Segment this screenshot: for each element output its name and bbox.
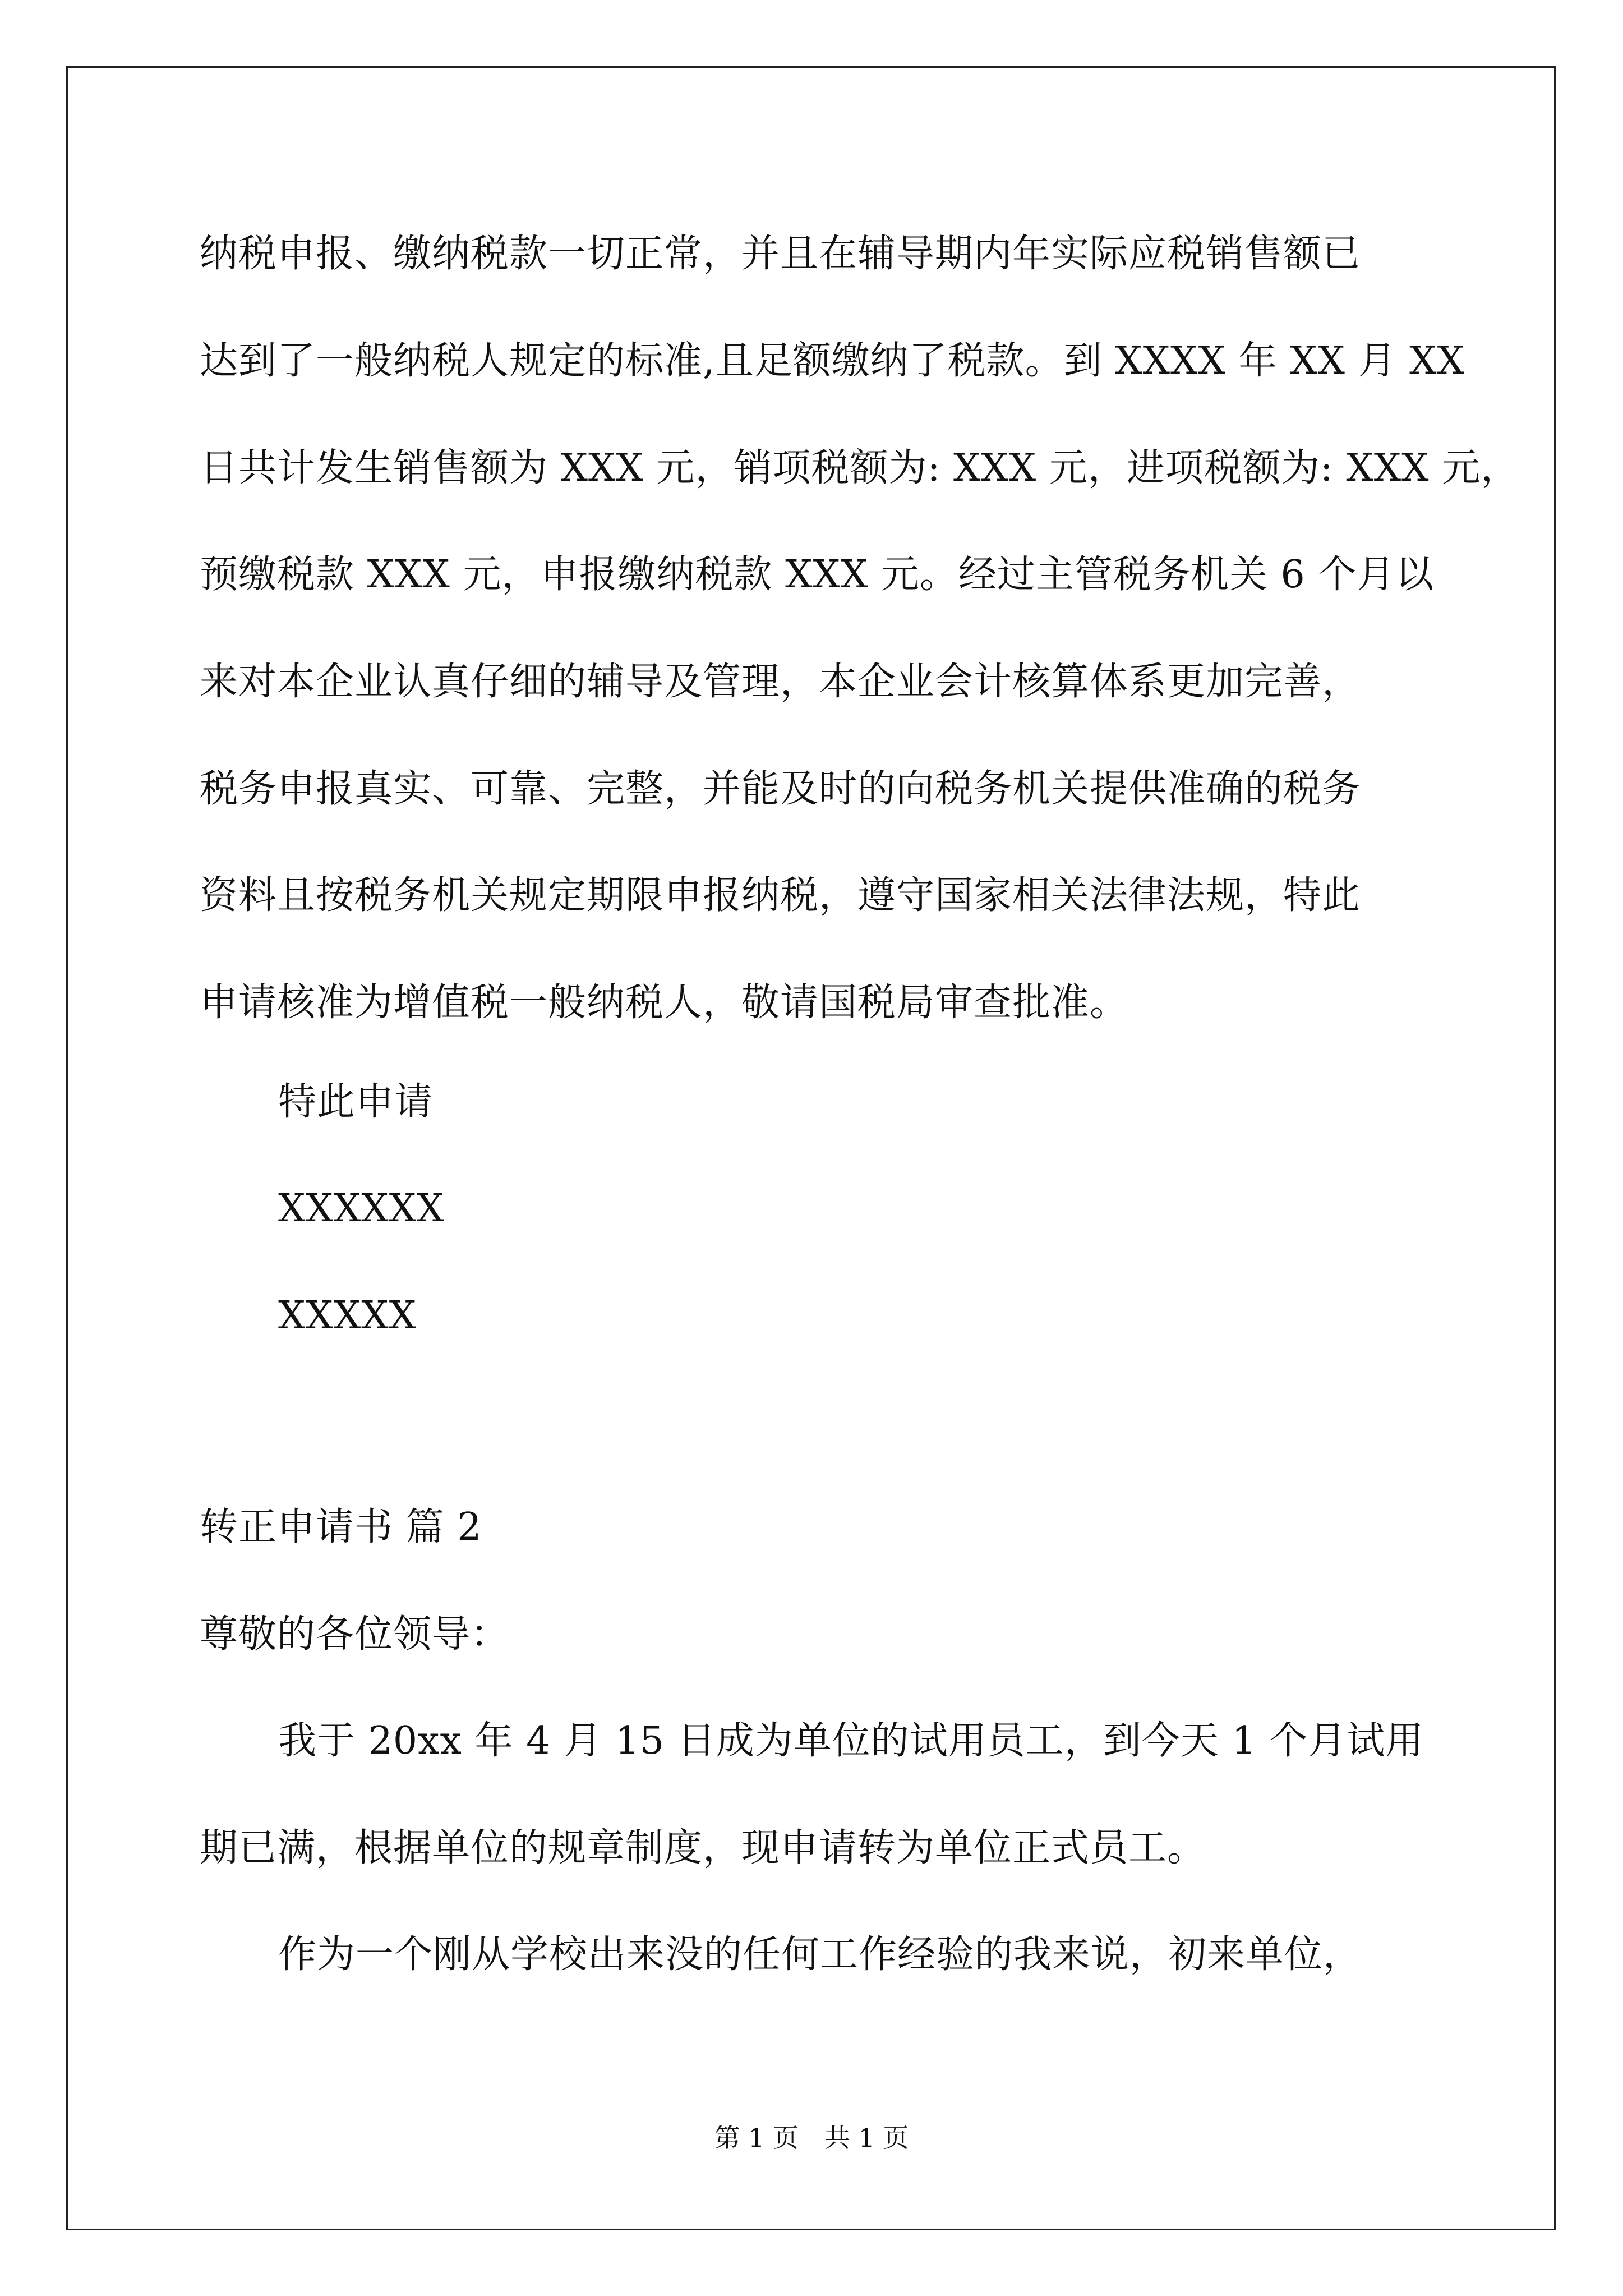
closing-text: 特此申请 [278,1080,434,1124]
page-footer [0,2122,1623,2154]
paragraph-2-line-2: 期已满，根据单位的规章制度，现申请转为单位正式员工。 [200,1826,1206,1870]
paragraph-1-line-3: 日共计发生销售额为 XXX 元，销项税额为: XXX 元，进项税额为: XXX 元， [200,446,1520,490]
paragraph-1-line-8: 申请核准为增值税一般纳税人，敬请国税局审查批准。 [200,981,1129,1025]
page-total: 共 1 页 [824,2123,909,2153]
signature-line-2: XXXXX [278,1294,417,1338]
paragraph-2-line-1: 我于 20xx 年 4 月 15 日成为单位的试用员工，到今天 1 个月试用 [278,1719,1424,1763]
page-number: 第 1 页 [714,2123,799,2153]
paragraph-1-line-2: 达到了一般纳税人规定的标准,且足额缴纳了税款。到 XXXX 年 XX 月 XX [200,339,1465,383]
page-border [66,66,1556,2230]
signature-line-1: XXXXXX [278,1186,445,1231]
paragraph-1-line-5: 来对本企业认真仔细的辅导及管理，本企业会计核算体系更加完善， [200,660,1361,704]
paragraph-1-line-7: 资料且按税务机关规定期限申报纳税，遵守国家相关法律法规，特此 [200,873,1361,918]
salutation: 尊敬的各位领导： [200,1612,510,1657]
paragraph-3-line-1: 作为一个刚从学校出来没的任何工作经验的我来说，初来单位， [278,1932,1362,1977]
paragraph-1-line-1: 纳税申报、缴纳税款一切正常，并且在辅导期内年实际应税销售额已 [200,232,1361,276]
paragraph-1-line-4: 预缴税款 XXX 元，申报缴纳税款 XXX 元。经过主管税务机关 6 个月以 [200,553,1435,597]
section-title: 转正申请书 篇 2 [200,1505,482,1549]
paragraph-1-line-6: 税务申报真实、可靠、完整，并能及时的向税务机关提供准确的税务 [200,767,1361,811]
